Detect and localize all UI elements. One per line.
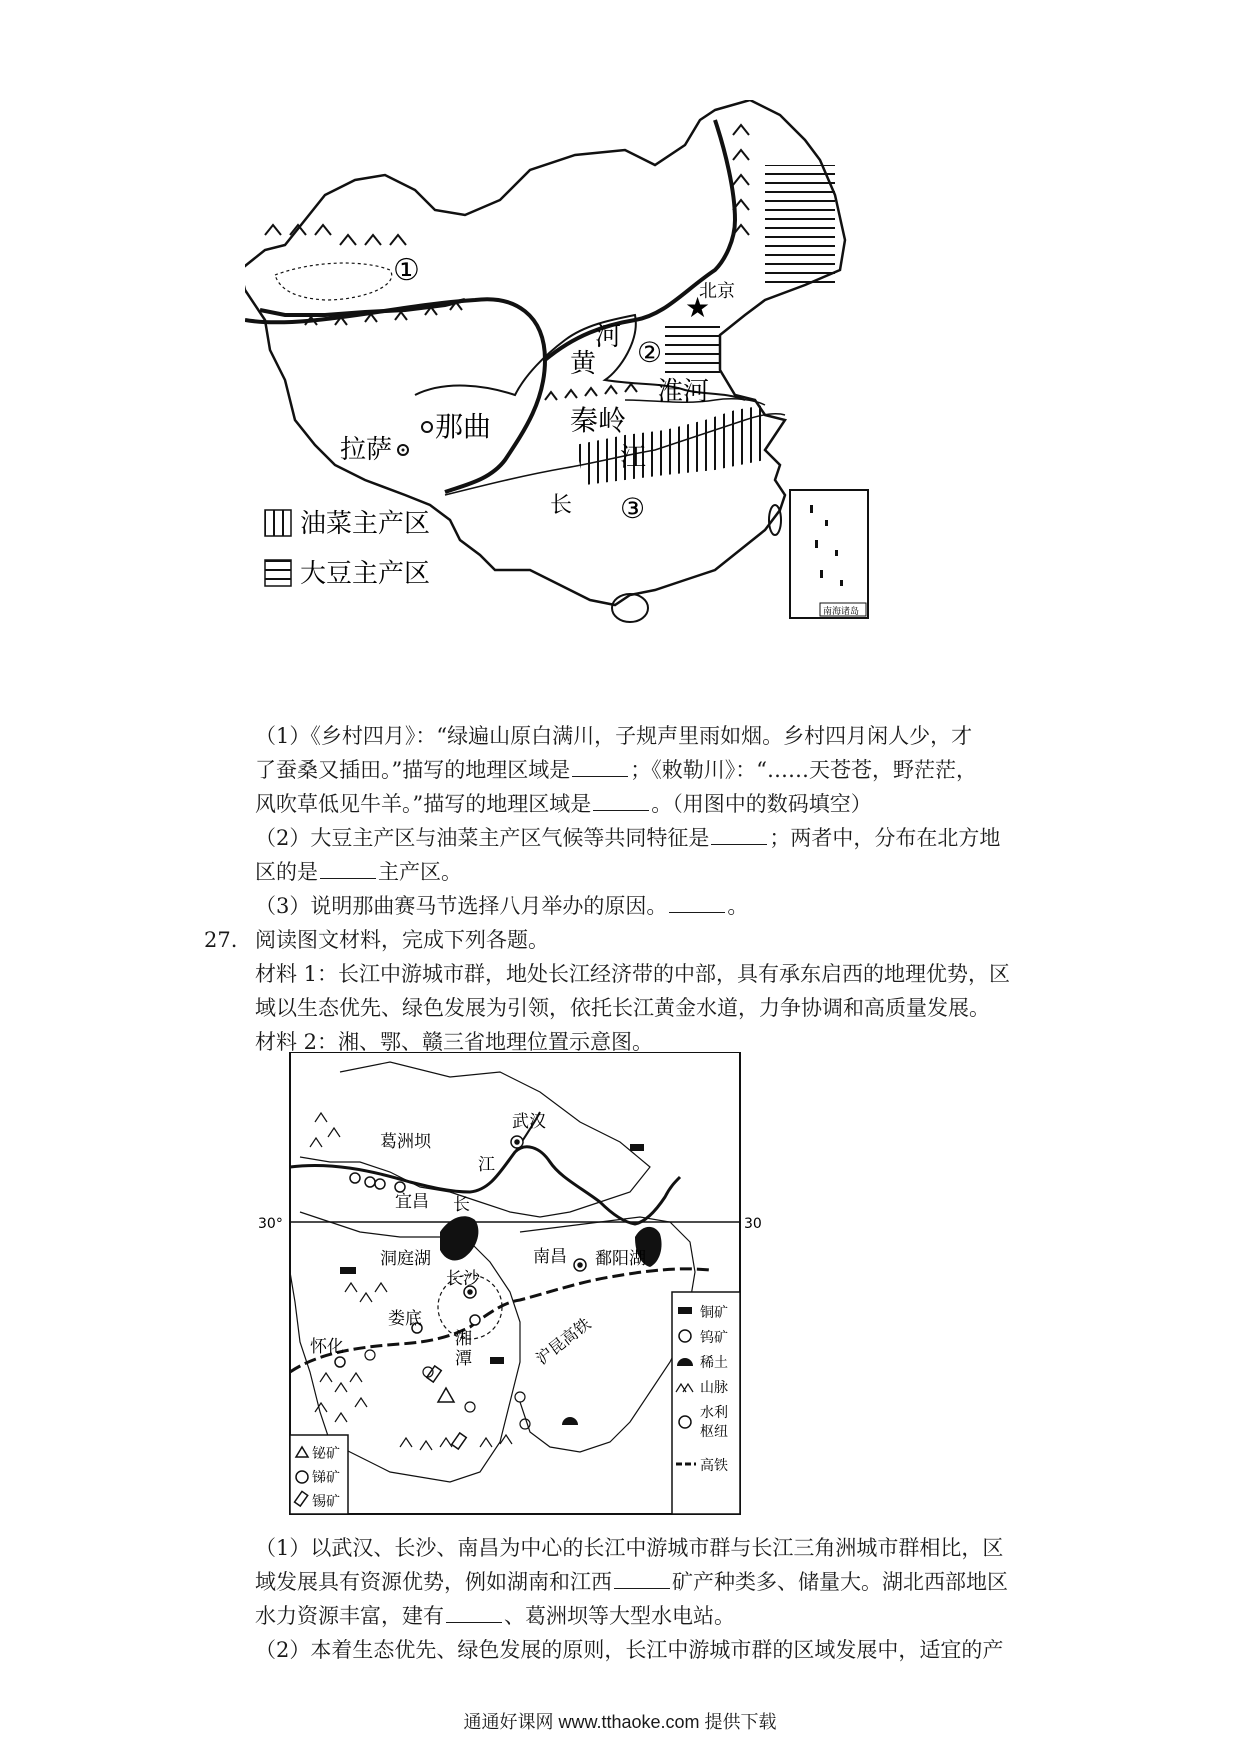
taiwan-island xyxy=(769,505,781,535)
q27-p1-line2a: 域发展具有资源优势，例如湖南和江西 xyxy=(255,1570,612,1594)
lat-right-label: 30 xyxy=(744,1216,762,1232)
q27-p1-line3b: 、葛洲坝等大型水电站。 xyxy=(504,1604,735,1628)
soybean-legend-label: 大豆主产区 xyxy=(300,559,431,589)
q27-p1-line3a: 水力资源丰富，建有 xyxy=(255,1604,444,1628)
huaihe-label: 淮河 xyxy=(657,377,710,407)
legend-tungsten-label: 钨矿 xyxy=(700,1330,728,1346)
china-map xyxy=(245,100,985,700)
q26-p1-line3a: 风吹草低见牛羊。”描写的地理区域是 xyxy=(255,792,592,816)
legend-bismuth-label: 铋矿 xyxy=(312,1446,340,1462)
tin-map-icon xyxy=(427,1366,442,1382)
q26-p3 xyxy=(255,890,748,922)
legend-rare-earth-label: 稀土 xyxy=(700,1355,728,1371)
high-speed-rail xyxy=(290,1269,710,1372)
xiangtan-label-2: 潭 xyxy=(455,1349,472,1369)
answer-blank[interactable] xyxy=(572,756,628,777)
rare-earth-icon xyxy=(562,1417,578,1425)
rapeseed-legend-label: 油菜主产区 xyxy=(300,509,431,539)
dongting-label: 洞庭湖 xyxy=(380,1249,431,1269)
qinling-label: 秦岭 xyxy=(570,404,627,437)
jiang-label-2: 江 xyxy=(478,1155,495,1175)
q26-p1-line2 xyxy=(255,754,977,786)
q26-p1-line1: （1）《乡村四月》：“绿遍山原白满川，子规声里雨如烟。乡村四月闲人少，才 xyxy=(255,724,973,748)
dongting-lake xyxy=(440,1216,478,1260)
huaihua-marker xyxy=(335,1357,345,1367)
answer-blank[interactable] xyxy=(593,790,649,811)
q26-p2-line2a: 区的是 xyxy=(255,860,318,884)
q27-m2: 材料 2：湘、鄂、赣三省地理位置示意图。 xyxy=(255,1030,654,1054)
xiangtan-label-1: 湘 xyxy=(455,1329,472,1349)
soybean-area-north xyxy=(665,320,720,380)
chang-label-2: 长 xyxy=(453,1195,470,1215)
xiangtan-marker xyxy=(470,1315,480,1325)
q26-p1-line2b: ；《敕勒川》：“……天苍苍，野茫茫， xyxy=(630,758,977,782)
q27-m1-line2: 域以生态优先、绿色发展为引领，依托长江黄金水道，力争协调和高质量发展。 xyxy=(255,996,990,1020)
answer-blank[interactable] xyxy=(711,824,767,845)
q27-p1-line1: （1）以武汉、长沙、南昌为中心的长江中游城市群与长江三角洲城市群相比，区 xyxy=(255,1536,1004,1560)
answer-blank[interactable] xyxy=(614,1568,670,1589)
q27-p1-line2b: 矿产种类多、储量大。湖北西部地区 xyxy=(672,1570,1008,1594)
legend-right xyxy=(672,1292,740,1514)
huang-label: 黄 xyxy=(570,349,597,379)
region-2-label: ② xyxy=(637,336,663,369)
bismuth-map-icon xyxy=(438,1388,454,1402)
legend-hydro-label-1: 水利 xyxy=(700,1405,728,1421)
legend-mountain-label: 山脉 xyxy=(700,1380,728,1396)
q27-m1-line1: 材料 1：长江中游城市群，地处长江经济带的中部，具有承东启西的地理优势，区 xyxy=(255,962,1011,986)
central-china-map xyxy=(250,1052,820,1534)
region-3-label: ③ xyxy=(620,492,646,525)
wuhan-label: 武汉 xyxy=(512,1112,546,1132)
jiang-label: 江 xyxy=(620,443,647,473)
q26-p2-line2b: 主产区。 xyxy=(378,860,462,884)
question-number: 27. xyxy=(204,928,238,952)
lat-left-label: 30° xyxy=(258,1216,283,1232)
q26-p1-line2a: 了蚕桑又插田。”描写的地理区域是 xyxy=(255,758,571,782)
q26-p3a: （3）说明那曲赛马节选择八月举办的原因。 xyxy=(255,894,668,918)
chang-label: 长 xyxy=(550,493,573,518)
q26-p2-line2 xyxy=(255,856,462,888)
q26-p2-line1b: ；两者中，分布在北方地 xyxy=(769,826,1001,850)
inset-label: 南海诸岛 xyxy=(823,607,860,617)
hainan-island xyxy=(612,594,648,622)
beijing-star-icon: ★ xyxy=(685,291,711,324)
q26-p3b: 。 xyxy=(727,894,749,918)
legend-tin-label: 锡矿 xyxy=(312,1494,340,1510)
nanchang-label: 南昌 xyxy=(533,1247,567,1267)
q27-p1-line2 xyxy=(255,1566,1008,1598)
yichang-label: 宜昌 xyxy=(395,1192,429,1212)
changsha-label: 长沙 xyxy=(446,1269,480,1289)
soybean-area-ne xyxy=(765,165,835,285)
legend-hydro-label-2: 枢纽 xyxy=(700,1424,728,1440)
lasa-label: 拉萨 xyxy=(340,435,393,465)
south-china-sea-inset xyxy=(790,490,868,618)
loudi-label: 娄底 xyxy=(388,1309,422,1329)
q27-p2-line1: （2）本着生态优先、绿色发展的原则，长江中游城市群的区域发展中，适宜的产 xyxy=(255,1638,1004,1662)
q26-p2-line1a: （2）大豆主产区与油菜主产区气候等共同特征是 xyxy=(255,826,710,850)
soybean-legend-swatch xyxy=(265,560,291,586)
legend-copper-label: 铜矿 xyxy=(700,1305,728,1321)
naqu-marker xyxy=(422,422,432,432)
q26-p2-line1 xyxy=(255,822,1000,854)
yichang-marker xyxy=(395,1182,405,1192)
answer-blank[interactable] xyxy=(320,858,376,879)
q26-p1-line3b: 。（用图中的数码填空） xyxy=(651,792,872,816)
beijing-label: 北京 xyxy=(699,281,735,302)
q27-p1-line3 xyxy=(255,1600,735,1632)
legend-antimony-label: 锑矿 xyxy=(312,1470,340,1486)
dam-icons xyxy=(350,1173,385,1189)
q27-intro: 阅读图文材料，完成下列各题。 xyxy=(255,928,549,952)
legend-rail-label: 高铁 xyxy=(700,1458,728,1474)
huaihua-label: 怀化 xyxy=(310,1337,344,1357)
answer-blank[interactable] xyxy=(669,892,725,913)
gezhouba-label: 葛洲坝 xyxy=(380,1132,431,1152)
hukun-label: 沪昆高铁 xyxy=(532,1314,595,1369)
he-label: 河 xyxy=(595,322,622,352)
copper-icon xyxy=(678,1307,692,1314)
rapeseed-legend-swatch xyxy=(265,510,291,536)
region-1-label: ① xyxy=(393,253,420,288)
q26-p1-line3 xyxy=(255,788,872,820)
answer-blank[interactable] xyxy=(446,1602,502,1623)
hubei-outline xyxy=(300,1062,650,1217)
page-footer: 通通好课网 www.tthaoke.com 提供下载 xyxy=(463,1712,777,1732)
naqu-label: 那曲 xyxy=(435,410,492,443)
poyang-label: 鄱阳湖 xyxy=(595,1249,646,1269)
